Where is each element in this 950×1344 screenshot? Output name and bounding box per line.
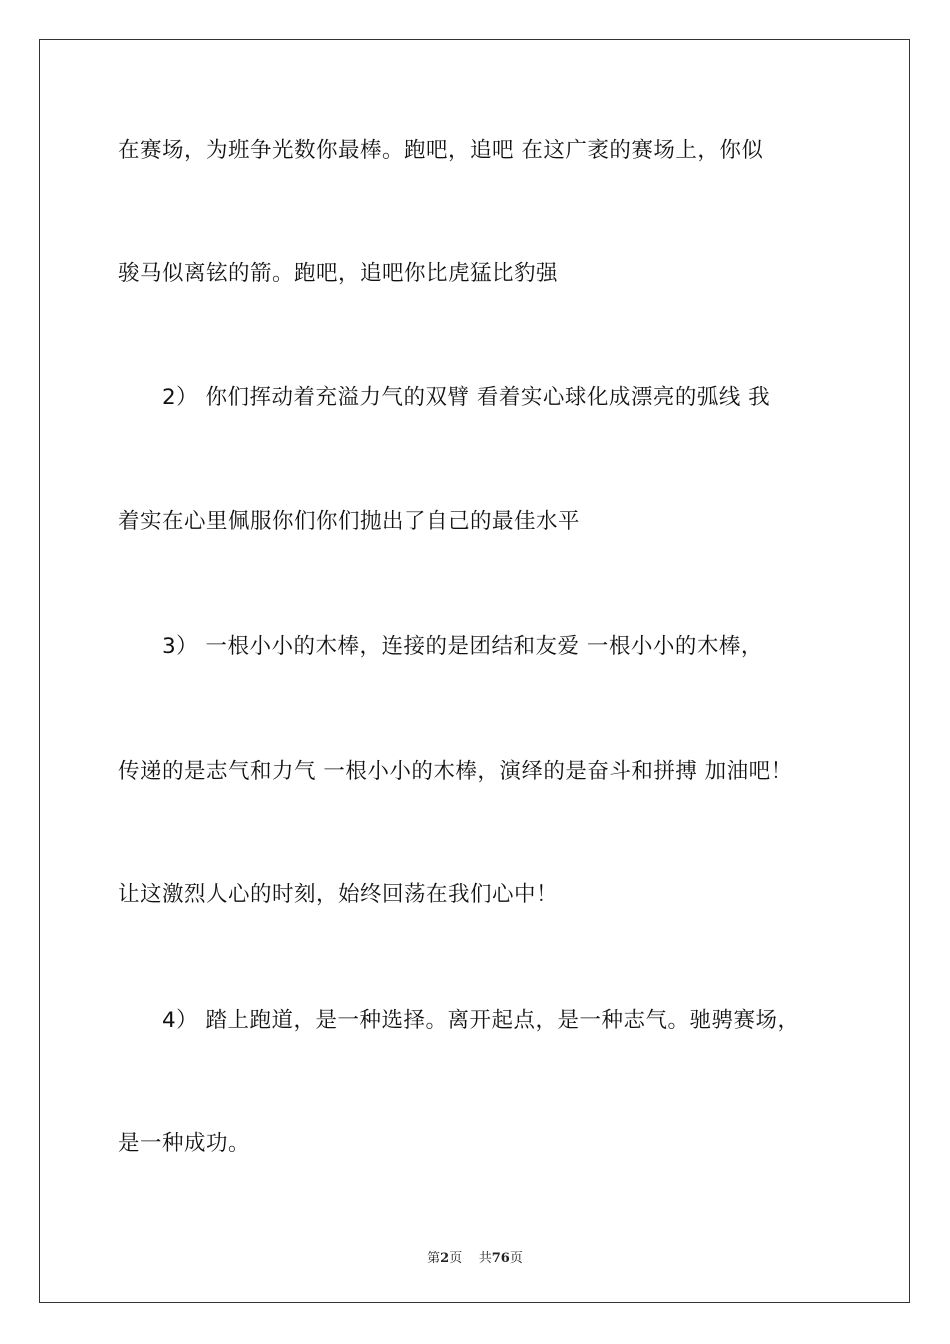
text-line-5: 3） 一根小小的木棒，连接的是团结和友爱 一根小小的木棒， bbox=[118, 634, 763, 659]
text-line-2: 骏马似离铉的箭。跑吧，追吧你比虎猛比豹强 bbox=[118, 261, 559, 286]
page-border bbox=[39, 39, 910, 1303]
text-line-8: 4） 踏上跑道，是一种选择。离开起点，是一种志气。驰骋赛场， bbox=[118, 1008, 800, 1033]
footer-total-pages: 76 bbox=[491, 1251, 510, 1266]
text-line-6: 传递的是志气和力气 一根小小的木棒，演绎的是奋斗和拼搏 加油吧！ bbox=[118, 759, 793, 784]
footer-total-suffix: 页 bbox=[509, 1251, 523, 1266]
text-line-7: 让这激烈人心的时刻，始终回荡在我们心中！ bbox=[118, 882, 559, 907]
text-line-4: 着实在心里佩服你们你们抛出了自己的最佳水平 bbox=[118, 509, 581, 534]
text-line-3: 2） 你们挥动着充溢力气的双臂 看着实心球化成漂亮的弧线 我 bbox=[118, 385, 771, 410]
footer-page-prefix: 第 bbox=[427, 1251, 441, 1266]
text-line-9: 是一种成功。 bbox=[118, 1131, 251, 1156]
footer-page-number: 2 bbox=[440, 1251, 450, 1266]
footer-total-prefix: 共 bbox=[478, 1251, 492, 1266]
page-footer bbox=[0, 1247, 950, 1266]
footer-page-suffix: 页 bbox=[449, 1251, 463, 1266]
text-line-1: 在赛场，为班争光数你最棒。跑吧，追吧 在这广袤的赛场上，你似 bbox=[118, 138, 764, 163]
